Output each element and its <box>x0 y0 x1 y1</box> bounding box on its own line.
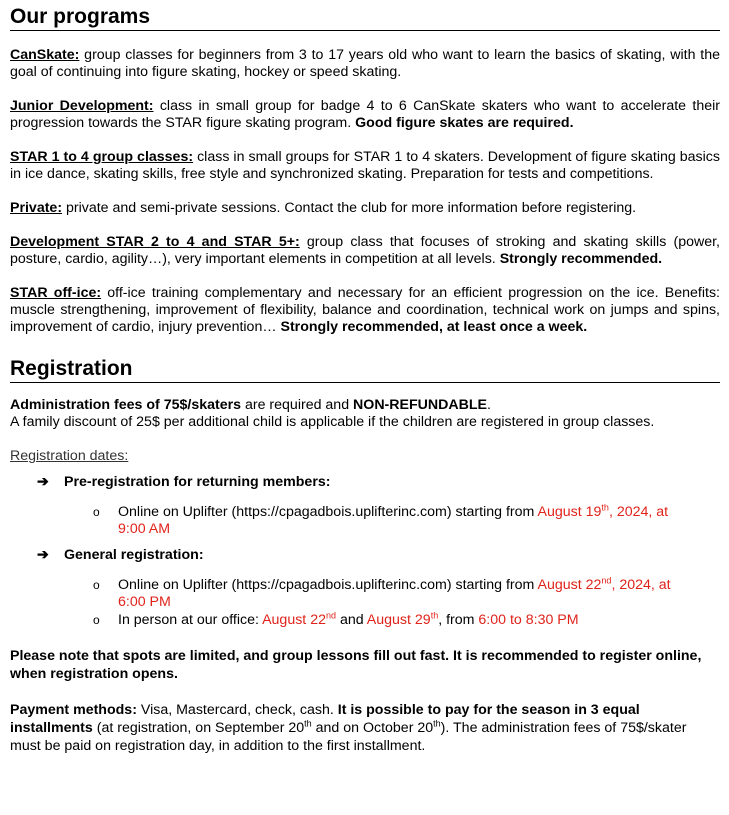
general-registration-in-person <box>10 612 720 629</box>
in-person-date-2 <box>367 612 438 628</box>
general-registration-label: General registration: <box>64 547 204 563</box>
program-emphasis: Good figure skates are required. <box>355 115 574 131</box>
spots-limited-note: Please note that spots are limited, and group lessons fill out fast. It is recommended to register online, when registration opens. <box>10 648 702 682</box>
payment-label: Payment methods: <box>10 702 137 718</box>
program-canskate <box>10 47 720 81</box>
program-junior-development <box>10 98 720 132</box>
program-star-off-ice <box>10 285 720 336</box>
program-star-1-4 <box>10 149 720 183</box>
arrow-right-icon: ➔ <box>37 474 49 490</box>
program-private <box>10 200 720 217</box>
program-emphasis: Strongly recommended, at least once a week. <box>280 319 588 335</box>
document-page <box>10 0 720 755</box>
family-discount: A family discount of 25$ per additional child is applicable if the children are registered in group classes. <box>10 414 655 430</box>
pre-time: 9:00 AM <box>118 521 171 537</box>
date-suffix: th <box>430 610 439 621</box>
and-text: and <box>336 612 367 628</box>
date-text: August 22 <box>537 577 602 593</box>
program-title: Development STAR 2 to 4 and STAR 5+: <box>10 234 300 250</box>
program-title: STAR 1 to 4 group classes: <box>10 149 194 165</box>
date-text: August 19 <box>537 504 602 520</box>
registration-dates-title <box>10 448 720 465</box>
registration-heading: Registration <box>10 352 720 383</box>
program-development-star <box>10 234 720 268</box>
payment-text: and on October 20 <box>311 720 434 736</box>
admin-fees <box>10 397 720 414</box>
program-title: STAR off-ice: <box>10 285 102 301</box>
program-text: class in small group for badge 4 to 6 CanSkate skaters who want to accelerate their progression towards the STAR figure skating program. <box>10 98 720 131</box>
date-text: August 22 <box>262 612 326 628</box>
programs-heading: Our programs <box>10 0 720 31</box>
in-person-date-1 <box>262 612 336 628</box>
payment-methods <box>10 701 720 755</box>
date-suffix: th <box>304 718 312 729</box>
payment-text: (at registration, on September 20 <box>92 720 305 736</box>
date-text: August 29 <box>366 612 431 628</box>
program-title: CanSkate: <box>10 47 80 63</box>
program-text: group class that focuses of stroking and skating skills (power, posture, cardio, agility…), very important elements in competition at all levels. <box>10 234 720 267</box>
online-text: Online on Uplifter (https://cpagadbois.uplifterinc.com) starting from <box>118 577 538 593</box>
payment-text: ). The administration fees of 75$/skater must be paid on registration day, in addition to the first installment. <box>10 720 687 754</box>
payment-methods-list: Visa, Mastercard, check, cash. <box>136 702 338 718</box>
general-time: 6:00 PM <box>118 594 171 610</box>
online-text: Online on Uplifter (https://cpagadbois.uplifterinc.com) starting from <box>118 504 538 520</box>
program-text: private and semi-private sessions. Contact the club for more information before registering. <box>62 200 637 216</box>
program-text: group classes for beginners from 3 to 17 years old who want to learn the basics of skating, with the goal of continuing into figure skating, hockey or speed skating. <box>10 47 720 80</box>
from-text: , from <box>438 612 479 628</box>
circle-bullet-icon: o <box>93 505 100 519</box>
pre-registration-label: Pre-registration for returning members: <box>64 474 331 490</box>
installments-text: It is possible to pay for the season in 3 equal installments <box>10 702 640 736</box>
program-emphasis: Strongly recommended. <box>499 251 663 267</box>
fees-nonrefundable: NON-REFUNDABLE <box>353 397 488 413</box>
fees-period: . <box>487 397 491 413</box>
in-person-text: In person at our office: <box>118 612 263 628</box>
date-suffix: nd <box>325 610 336 621</box>
in-person-hours: 6:00 to 8:30 PM <box>478 612 579 628</box>
dates-title-text: Registration dates: <box>10 448 129 464</box>
arrow-right-icon: ➔ <box>37 547 49 563</box>
date-suffix: th <box>433 718 441 729</box>
program-text: class in small groups for STAR 1 to 4 skaters. Development of figure skating basics in ice dance, skating skills, free style and synchronized skating. Preparation for tests and competitions. <box>10 149 720 182</box>
program-text: off-ice training complementary and necessary for an efficient progression on the ice. Benefits: muscle strengthening, improvement of flexibility, balance and coordination, technical work on jumps and spins, improvement of cardio, injury prevention… <box>10 285 720 335</box>
program-title: Junior Development: <box>10 98 154 114</box>
date-suffix: th <box>601 502 609 513</box>
general-registration-item <box>10 547 720 564</box>
date-tail: , 2024, at <box>611 577 671 593</box>
fees-text: are required and <box>241 397 354 413</box>
general-registration-online <box>10 577 720 611</box>
program-title: Private: <box>10 200 63 216</box>
pre-registration-item <box>10 474 720 491</box>
date-tail: , 2024, at <box>608 504 669 520</box>
date-suffix: nd <box>601 575 612 586</box>
pre-registration-online <box>10 504 720 538</box>
fees-amount: Administration fees of 75$/skaters <box>10 397 242 413</box>
circle-bullet-icon: o <box>93 578 100 592</box>
circle-bullet-icon: o <box>93 613 100 627</box>
